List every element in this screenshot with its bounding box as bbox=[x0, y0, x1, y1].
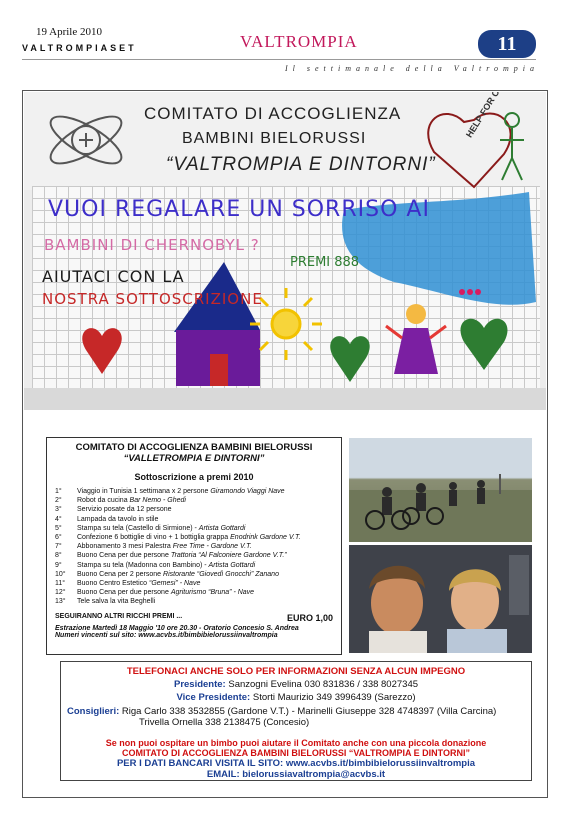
drawing-line-4: NOSTRA SOTTOSCRIZIONE bbox=[42, 290, 263, 308]
heart-green-icon bbox=[330, 336, 369, 382]
prize-item: 4° Lampada da tavolo in stile bbox=[55, 515, 159, 523]
drawing-line-1: VUOI REGALARE UN SORRISO AI bbox=[48, 197, 430, 222]
flyer-more-row bbox=[55, 613, 333, 623]
heart-left-icon bbox=[82, 328, 121, 374]
banner-title-line-1: COMITATO DI ACCOGLIENZA bbox=[144, 104, 402, 123]
prize-item: 13° Tele salva la vita Beghelli bbox=[55, 598, 156, 606]
advisors-value-2: Trivella Ornella 338 2138475 (Concesio) bbox=[139, 717, 310, 728]
prize-item: 6° Confezione 6 bottiglie di vino + 1 bottiglia grappa Enodrink Gardone V.T. bbox=[55, 534, 301, 542]
vice-president-value: Storti Maurizio 349 3996439 (Sarezzo) bbox=[252, 692, 416, 703]
president-value: Sanzogni Evelina 030 831836 / 338 8027345 bbox=[228, 679, 419, 690]
ticket-price: EURO 1,00 bbox=[286, 612, 333, 623]
banner-photo bbox=[24, 92, 546, 410]
section-title: VALTROMPIA bbox=[240, 32, 358, 51]
advisors-label: Consiglieri: bbox=[67, 706, 120, 717]
advisors-row bbox=[61, 706, 531, 717]
draw-info: Estrazione Martedì 18 Maggio '10 ore 20.30 - Oratorio Concesio S. Andrea bbox=[55, 624, 299, 632]
atom-emblem-icon bbox=[44, 108, 127, 172]
prize-item: 5° Stampa su tela (Castello di Sirmione) - Artista Gottardi bbox=[55, 524, 246, 532]
prize-item: 12° Buono Cena per due persone Agriturismo “Bruna” - Nave bbox=[55, 589, 255, 597]
advisors-value-1: Riga Carlo 338 3532855 (Gardone V.T.) - Marinelli Giuseppe 328 4748397 (Villa Carcina) bbox=[121, 706, 497, 717]
prize-item: 1° Viaggio in Tunisia 1 settimana x 2 persone Giramondo Viaggi Nave bbox=[55, 488, 285, 495]
child-figure-icon bbox=[386, 304, 446, 374]
photo-children-faces bbox=[349, 545, 532, 653]
prize-item: 7° Abbonamento 3 mesi Palestra Free Time - Gardone V.T. bbox=[55, 543, 252, 551]
vice-president-label: Vice Presidente: bbox=[176, 692, 251, 703]
more-prizes-text: SEGUIRANNO ALTRI RICCHI PREMI ... bbox=[55, 612, 183, 620]
donation-note: Se non puoi ospitare un bimbo puoi aiutare il Comitato anche con una piccola donazione bbox=[105, 738, 487, 748]
prize-item: 11° Buono Centro Estetico “Gemesi” - Nave bbox=[55, 580, 201, 588]
house-icon bbox=[174, 262, 260, 386]
email-link[interactable]: EMAIL: bielorussiavaltrompia@acvbs.it bbox=[206, 769, 386, 780]
issue-date: 19 Aprile 2010 bbox=[36, 26, 102, 38]
publication-subtitle: Il settimanale della Valtrompia bbox=[285, 64, 540, 73]
flower-icon bbox=[459, 289, 481, 295]
contacts-heading: TELEFONACI ANCHE SOLO PER INFORMAZIONI SENZA ALCUN IMPEGNO bbox=[126, 666, 466, 677]
header-rule bbox=[22, 59, 536, 60]
heart-right-icon bbox=[461, 319, 508, 370]
page-number-badge: 11 bbox=[478, 30, 536, 58]
president-label: Presidente: bbox=[173, 679, 226, 690]
winners-info: Numeri vincenti sul sito: www.acvbs.it/bimbibielorussiinvaltrompia bbox=[55, 631, 278, 639]
prize-item: 3° Servizio posate da 12 persone bbox=[55, 506, 172, 514]
flyer-subtitle: “VALLETROMPIA E DINTORNI” bbox=[123, 453, 265, 464]
contacts-box bbox=[60, 661, 532, 781]
prize-item: 10° Buono Cena per 2 persone Ristorante “Giovedì Gnocchi” Zanano bbox=[55, 570, 279, 578]
raffle-flyer bbox=[46, 437, 342, 655]
committee-name: COMITATO DI ACCOGLIENZA BAMBINI BIELORUSSI “VALTROMPIA E DINTORNI” bbox=[122, 748, 470, 758]
flyer-title: COMITATO DI ACCOGLIENZA BAMBINI BIELORUSSI bbox=[75, 442, 313, 453]
banner-title-line-2: BAMBINI BIELORUSSI bbox=[182, 130, 367, 147]
vice-president-row bbox=[61, 692, 531, 703]
drawing-line-2: BAMBINI DI CHERNOBYL ? bbox=[44, 236, 260, 254]
prize-item: 2° Robot da cucina Bar Nemo - Ghedi bbox=[55, 497, 186, 505]
publication-brand: VALTROMPIASET bbox=[22, 43, 137, 53]
prize-item: 9° Stampa su tela (Madonna con Bambino) - Artista Gottardi bbox=[55, 561, 256, 569]
prize-list bbox=[55, 487, 333, 607]
banner-title-line-3: “VALTROMPIA E DINTORNI” bbox=[166, 154, 436, 175]
drawing-line-3b: PREMI 888 bbox=[290, 255, 360, 270]
drawing-line-3: AIUTACI CON LA bbox=[42, 267, 185, 286]
bank-info-link[interactable]: PER I DATI BANCARI VISITA IL SITO: www.acvbs.it/bimbibielorussiinvaltrompia bbox=[116, 758, 476, 769]
prize-heading: Sottoscrizione a premi 2010 bbox=[134, 472, 254, 482]
president-row bbox=[61, 679, 531, 690]
prize-item: 8° Buono Cena per due persone Trattoria “Al Falconiere Gardone V.T.” bbox=[55, 552, 287, 560]
photo-children-bicycles bbox=[349, 438, 532, 542]
